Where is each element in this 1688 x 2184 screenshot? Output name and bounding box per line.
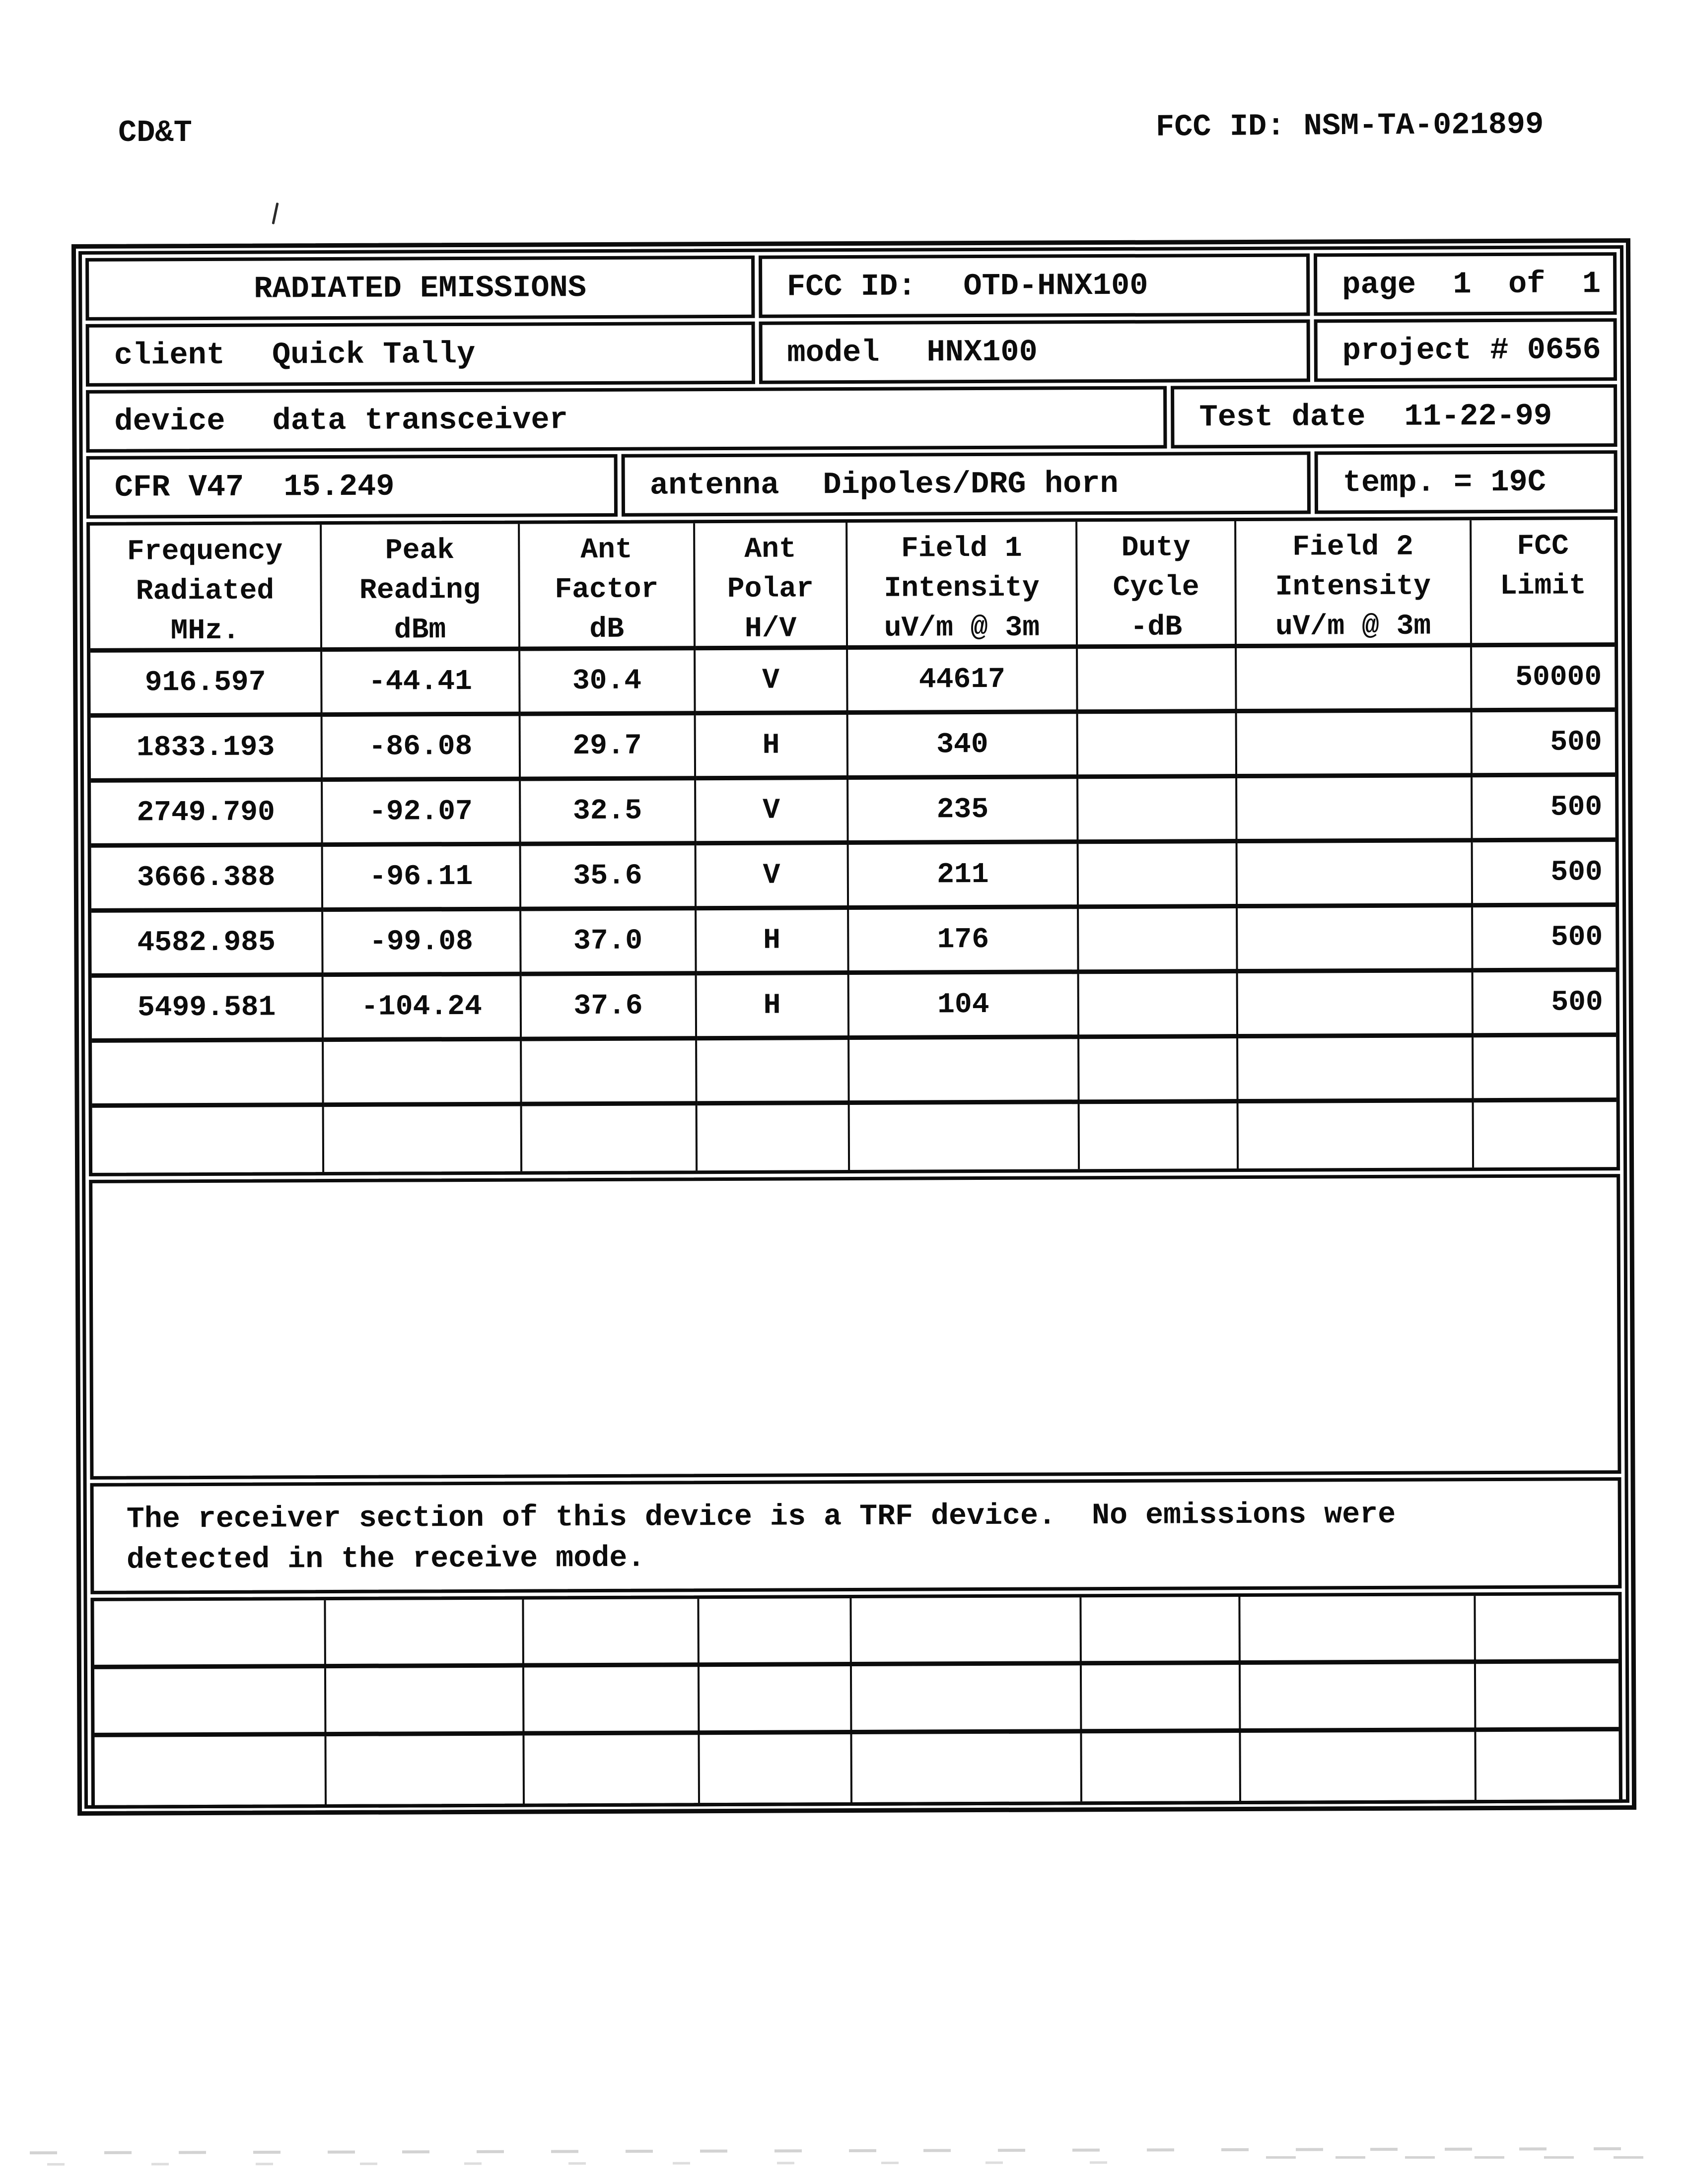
emissions-cell-r6c3: 37.6 xyxy=(521,975,697,1041)
column-header-7 xyxy=(1236,520,1472,648)
column-header-6 xyxy=(1077,521,1236,649)
emissions-cell-r8c1 xyxy=(92,1107,324,1173)
column-header-line: Intensity xyxy=(884,572,1040,605)
empty-bottom-table xyxy=(90,1592,1622,1809)
emissions-cell-r6c5: 104 xyxy=(849,974,1079,1040)
device-value: data transceiver xyxy=(272,402,568,438)
scan-noise-line xyxy=(30,2147,1663,2155)
column-header-line: Frequency xyxy=(127,535,283,568)
device-label: device xyxy=(114,403,225,439)
cfr-cell xyxy=(86,454,618,519)
info-row-device xyxy=(86,384,1617,453)
emissions-cell-r5c7 xyxy=(1238,907,1474,973)
emissions-cell-r7c3 xyxy=(522,1040,698,1106)
column-header-line: Intensity xyxy=(1275,570,1431,604)
empty-cell-r3c8 xyxy=(1476,1731,1619,1800)
emissions-cell-r5c4: H xyxy=(697,910,849,975)
info-row-client xyxy=(86,318,1617,387)
emissions-cell-r7c8 xyxy=(1474,1037,1617,1102)
emissions-cell-r6c2: -104.24 xyxy=(323,976,522,1042)
test-date-cell xyxy=(1171,384,1617,448)
emissions-cell-r8c2 xyxy=(324,1106,522,1172)
emissions-cell-r2c5: 340 xyxy=(848,714,1078,780)
emissions-cell-r7c4 xyxy=(697,1040,850,1105)
fcc-id-label: FCC ID: xyxy=(786,269,916,305)
fcc-id-value: OTD-HNX100 xyxy=(963,268,1148,304)
emissions-cell-r2c2: -86.08 xyxy=(322,716,521,782)
column-header-4 xyxy=(695,523,848,650)
empty-cell-r2c3 xyxy=(524,1667,700,1735)
column-header-line: FCC xyxy=(1517,530,1569,563)
note-line-1: The receiver section of this device is a TRF device. No emissions were xyxy=(126,1498,1396,1537)
emissions-cell-r1c1: 916.597 xyxy=(90,652,322,718)
emissions-cell-r6c1: 5499.581 xyxy=(92,977,324,1043)
antenna-label: antenna xyxy=(649,467,779,503)
receiver-note-box xyxy=(90,1477,1622,1594)
emissions-cell-r7c7 xyxy=(1238,1037,1474,1103)
empty-cell-r2c8 xyxy=(1476,1663,1619,1732)
empty-cell-r3c1 xyxy=(94,1736,326,1805)
empty-cell-r3c5 xyxy=(852,1733,1082,1802)
report-frame-inner xyxy=(78,245,1629,1809)
column-header-line: H/V xyxy=(744,613,797,645)
info-row-title xyxy=(85,252,1617,321)
emissions-cell-r4c2: -96.11 xyxy=(323,846,521,912)
column-header-line: Cycle xyxy=(1113,571,1199,604)
test-date-value: 11-22-99 xyxy=(1404,398,1552,434)
model-value: HNX100 xyxy=(926,334,1038,370)
emissions-cell-r4c5: 211 xyxy=(848,844,1079,910)
column-header-line: Limit xyxy=(1499,570,1587,603)
page-fcc-id: FCC ID: NSM-TA-021899 xyxy=(1155,107,1544,145)
column-header-line: Peak xyxy=(385,535,455,567)
emissions-cell-r4c7 xyxy=(1237,842,1473,908)
empty-cell-r3c6 xyxy=(1082,1733,1241,1801)
emissions-cell-r8c7 xyxy=(1238,1102,1474,1168)
emissions-cell-r5c3: 37.0 xyxy=(521,910,697,976)
column-header-line: Duty xyxy=(1121,532,1191,564)
model-cell xyxy=(759,319,1310,384)
emissions-cell-r2c7 xyxy=(1237,712,1473,778)
report-title: RADIATED EMISSIONS xyxy=(254,270,587,307)
emissions-cell-r5c6 xyxy=(1079,908,1238,974)
empty-cell-r1c7 xyxy=(1240,1596,1476,1665)
page-number: page 1 of 1 xyxy=(1342,266,1601,302)
client-value: Quick Tally xyxy=(272,336,476,372)
client-cell xyxy=(86,322,755,387)
emissions-cell-r1c2: -44.41 xyxy=(322,651,521,717)
temp-cell xyxy=(1314,450,1618,514)
column-header-line: Polar xyxy=(727,573,814,606)
emissions-cell-r1c8: 50000 xyxy=(1472,647,1615,712)
column-header-5 xyxy=(847,522,1078,650)
client-label: client xyxy=(114,337,225,373)
column-header-line: MHz. xyxy=(170,614,240,648)
info-row-cfr xyxy=(86,450,1618,519)
column-header-line: Ant xyxy=(580,534,633,567)
emissions-cell-r8c5 xyxy=(849,1104,1080,1170)
column-header-8 xyxy=(1472,520,1615,647)
emissions-cell-r5c5: 176 xyxy=(849,909,1079,975)
empty-cell-r1c6 xyxy=(1082,1597,1241,1665)
emissions-cell-r5c8: 500 xyxy=(1473,907,1616,972)
scan-noise-line xyxy=(47,2161,1139,2166)
emissions-cell-r7c1 xyxy=(92,1042,324,1108)
empty-cell-r2c1 xyxy=(94,1668,326,1737)
model-label: model xyxy=(787,335,880,371)
empty-cell-r2c6 xyxy=(1082,1665,1241,1733)
column-header-line: Ant xyxy=(744,533,796,566)
column-header-3 xyxy=(520,523,696,651)
emissions-cell-r6c4: H xyxy=(697,975,849,1040)
emissions-cell-r1c6 xyxy=(1078,648,1237,714)
project-number: project # 0656 xyxy=(1342,332,1601,368)
empty-cell-r1c8 xyxy=(1476,1595,1618,1664)
emissions-cell-r7c5 xyxy=(849,1039,1080,1105)
emissions-cell-r7c2 xyxy=(324,1041,522,1107)
emissions-cell-r8c4 xyxy=(697,1105,850,1170)
emissions-cell-r2c4: H xyxy=(696,715,848,780)
empty-cell-r3c7 xyxy=(1241,1732,1477,1801)
column-header-line: dB xyxy=(589,613,625,646)
emissions-cell-r1c3: 30.4 xyxy=(520,650,696,716)
emissions-cell-r3c6 xyxy=(1078,778,1237,844)
emissions-cell-r2c1: 1833.193 xyxy=(91,717,323,783)
emissions-cell-r5c1: 4582.985 xyxy=(91,912,323,978)
emissions-cell-r3c8: 500 xyxy=(1473,777,1616,842)
test-date-label: Test date xyxy=(1199,399,1366,435)
cfr-label: CFR V47 xyxy=(114,469,244,505)
device-cell xyxy=(86,386,1167,453)
column-header-line: uV/m @ 3m xyxy=(884,612,1040,645)
emissions-cell-r6c7 xyxy=(1238,972,1474,1038)
empty-cell-r3c4 xyxy=(700,1734,852,1803)
emissions-cell-r4c6 xyxy=(1079,843,1238,909)
emissions-cell-r6c6 xyxy=(1079,973,1238,1039)
company-label: CD&T xyxy=(118,115,192,150)
emissions-cell-r8c6 xyxy=(1080,1103,1239,1169)
empty-cell-r1c1 xyxy=(94,1600,326,1669)
emissions-cell-r2c6 xyxy=(1078,713,1237,779)
emissions-cell-r2c8: 500 xyxy=(1472,712,1615,777)
temp-value: temp. = 19C xyxy=(1342,464,1547,500)
antenna-cell xyxy=(622,451,1311,516)
column-header-line: Reading xyxy=(359,574,481,607)
emissions-cell-r2c3: 29.7 xyxy=(520,715,696,781)
column-header-line: Field 2 xyxy=(1292,531,1413,564)
empty-cell-r2c4 xyxy=(700,1666,852,1735)
antenna-value: Dipoles/DRG horn xyxy=(823,466,1119,502)
empty-cell-r2c2 xyxy=(326,1668,525,1737)
note-line-2: detected in the receive mode. xyxy=(126,1541,645,1577)
emissions-cell-r3c5: 235 xyxy=(848,779,1079,845)
emissions-cell-r4c8: 500 xyxy=(1473,842,1616,907)
empty-cell-r1c5 xyxy=(851,1597,1082,1666)
emissions-cell-r4c4: V xyxy=(696,845,849,910)
project-cell xyxy=(1314,318,1617,382)
cfr-value: 15.249 xyxy=(283,469,395,504)
column-header-line: dBm xyxy=(394,614,446,647)
emissions-cell-r1c7 xyxy=(1237,647,1473,713)
empty-notes-area xyxy=(89,1174,1621,1480)
device-fcc-id-cell xyxy=(759,253,1310,318)
emissions-cell-r4c3: 35.6 xyxy=(521,845,697,911)
emissions-cell-r5c2: -99.08 xyxy=(323,911,522,977)
report-title-cell xyxy=(85,256,755,321)
emissions-table xyxy=(86,516,1620,1176)
column-header-line: -dB xyxy=(1130,611,1183,644)
empty-cell-r1c2 xyxy=(326,1600,524,1669)
emissions-cell-r3c7 xyxy=(1237,777,1473,843)
empty-cell-r2c5 xyxy=(852,1665,1082,1734)
empty-cell-r2c7 xyxy=(1241,1664,1477,1733)
scan-noise-line xyxy=(1266,2156,1643,2159)
empty-cell-r3c3 xyxy=(524,1735,700,1803)
emissions-cell-r3c1: 2749.790 xyxy=(91,782,323,848)
emissions-cell-r4c1: 3666.388 xyxy=(91,847,323,913)
column-header-2 xyxy=(322,524,520,652)
page-number-cell xyxy=(1314,252,1617,316)
column-header-line: Factor xyxy=(555,573,659,607)
column-header-line: Field 1 xyxy=(901,532,1022,565)
emissions-cell-r3c3: 32.5 xyxy=(521,780,697,846)
emissions-cell-r7c6 xyxy=(1079,1038,1238,1104)
emissions-cell-r8c8 xyxy=(1474,1102,1617,1167)
scan-artifact-tick xyxy=(272,203,279,224)
column-header-line: uV/m @ 3m xyxy=(1275,610,1431,643)
report-frame xyxy=(71,238,1636,1816)
column-header-line: Radiated xyxy=(136,575,275,608)
empty-cell-r1c4 xyxy=(699,1598,852,1667)
emissions-cell-r3c4: V xyxy=(696,780,849,845)
emissions-cell-r8c3 xyxy=(522,1105,698,1171)
column-header-1 xyxy=(90,525,322,653)
emissions-cell-r3c2: -92.07 xyxy=(323,781,521,847)
empty-cell-r1c3 xyxy=(524,1599,700,1667)
emissions-cell-r6c8: 500 xyxy=(1473,972,1616,1037)
empty-cell-r3c2 xyxy=(326,1736,525,1805)
emissions-cell-r1c5: 44617 xyxy=(848,649,1078,715)
emissions-cell-r1c4: V xyxy=(696,650,848,715)
